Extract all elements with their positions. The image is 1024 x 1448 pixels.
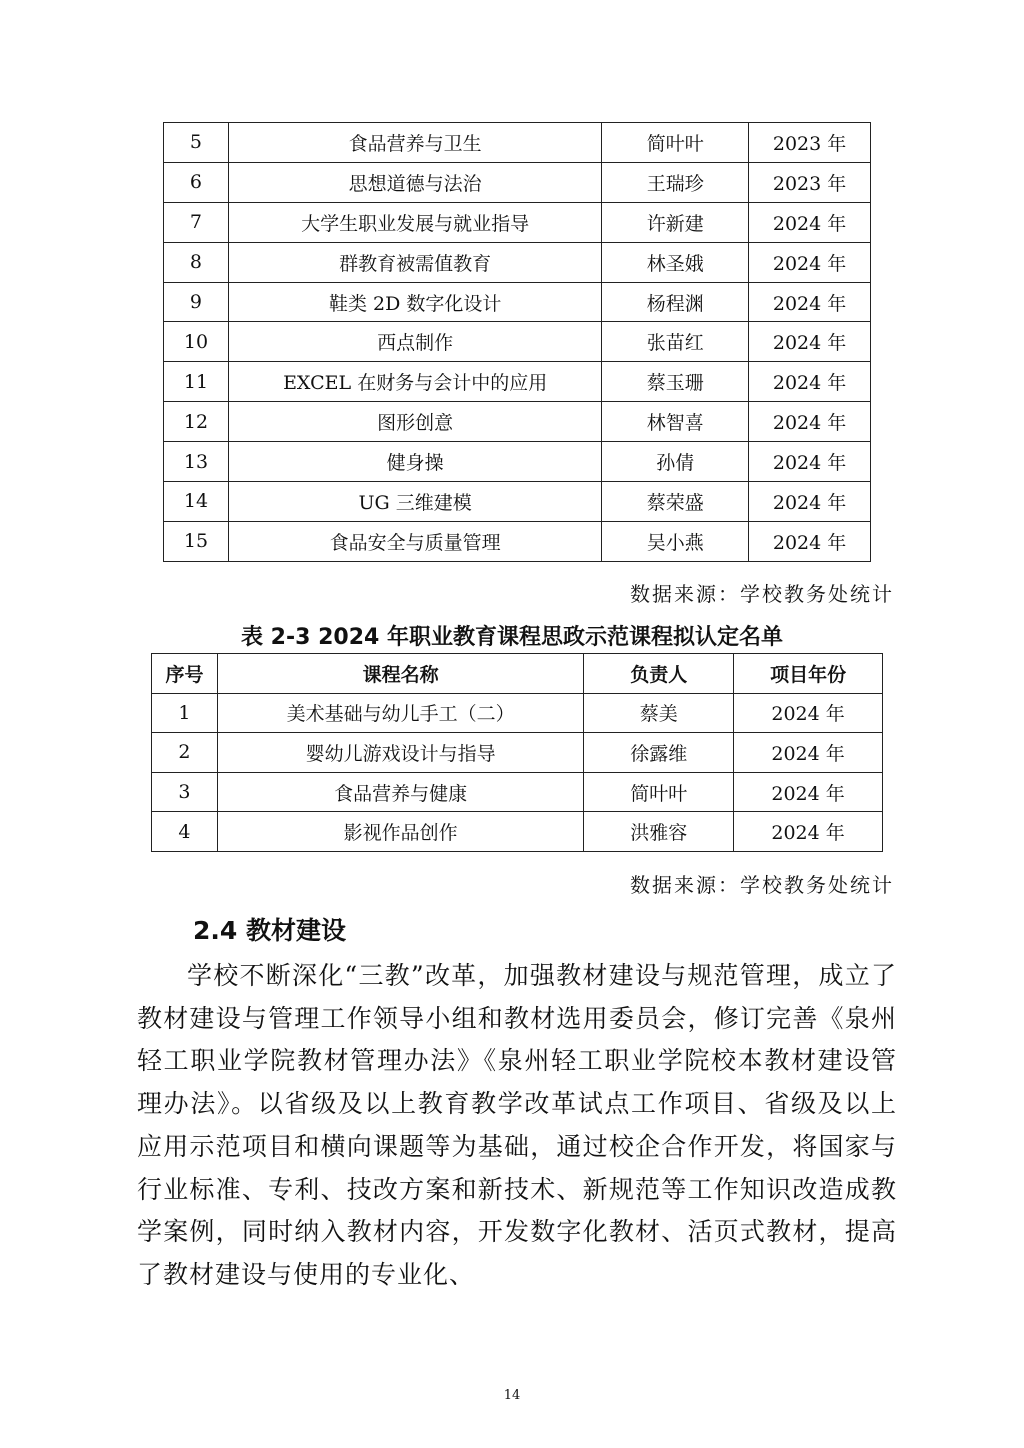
cell-person: 王瑞珍 [602, 162, 749, 202]
cell-no: 2 [152, 733, 218, 773]
header-person: 负责人 [584, 654, 734, 694]
table-row [152, 772, 883, 812]
cell-course-name: 图形创意 [228, 402, 601, 442]
page-number: 14 [503, 1388, 521, 1403]
cell-person: 简叶叶 [584, 772, 734, 812]
cell-course-name: 影视作品创作 [217, 812, 583, 852]
cell-course-name: UG 三维建模 [228, 482, 601, 522]
cell-course-name: 食品安全与质量管理 [228, 521, 601, 561]
header-year: 项目年份 [734, 654, 883, 694]
cell-person: 洪雅容 [584, 812, 734, 852]
cell-course-name: EXCEL 在财务与会计中的应用 [228, 362, 601, 402]
course-table-continued [163, 122, 871, 562]
cell-year: 2024 年 [749, 442, 871, 482]
cell-year: 2024 年 [749, 362, 871, 402]
cell-course-name: 鞋类 2D 数字化设计 [228, 282, 601, 322]
cell-person: 吴小燕 [602, 521, 749, 561]
cell-course-name: 婴幼儿游戏设计与指导 [217, 733, 583, 773]
cell-no: 7 [164, 202, 229, 242]
cell-year: 2024 年 [749, 402, 871, 442]
cell-person: 杨程渊 [602, 282, 749, 322]
table-row [164, 521, 871, 561]
table2-source-note: 数据来源：学校教务处统计 [630, 873, 894, 897]
cell-year: 2024 年 [734, 812, 883, 852]
cell-year: 2024 年 [749, 322, 871, 362]
table-row [152, 733, 883, 773]
table-row [164, 482, 871, 522]
section-heading: 2.4 教材建设 [193, 916, 346, 945]
cell-course-name: 群教育被需值教育 [228, 242, 601, 282]
table-row [164, 402, 871, 442]
cell-person: 林智喜 [602, 402, 749, 442]
cell-no: 8 [164, 242, 229, 282]
cell-person: 许新建 [602, 202, 749, 242]
cell-course-name: 美术基础与幼儿手工（二） [217, 693, 583, 733]
header-course-name: 课程名称 [217, 654, 583, 694]
table-row [164, 362, 871, 402]
table1-source-note: 数据来源：学校教务处统计 [630, 582, 894, 606]
cell-no: 6 [164, 162, 229, 202]
cell-no: 14 [164, 482, 229, 522]
cell-person: 徐露维 [584, 733, 734, 773]
header-no: 序号 [152, 654, 218, 694]
table-row [152, 812, 883, 852]
cell-year: 2024 年 [734, 772, 883, 812]
paragraph-text: 学校不断深化“三教”改革，加强教材建设与规范管理，成立了教材建设与管理工作领导小组和教材选用委员会，修订完善《泉州轻工职业学院教材管理办法》《泉州轻工职业学院校本教材建设管理办法》。以省级及以上教育教学改革试点工作项目、省级及以上应用示范项目和横向课题等为基础，通过校企合作开发，将国家与行业标准、专利、技改方案和新技术、新规范等工作知识改造成教学案例，同时纳入教材内容，开发数字化教材、活页式教材，提高了教材建设与使用的专业化、 [137, 961, 897, 1289]
table-header-row [152, 654, 883, 694]
cell-person: 蔡美 [584, 693, 734, 733]
cell-year: 2024 年 [734, 693, 883, 733]
cell-course-name: 食品营养与健康 [217, 772, 583, 812]
cell-no: 5 [164, 123, 229, 163]
table-row [164, 123, 871, 163]
cell-no: 13 [164, 442, 229, 482]
cell-person: 张苗红 [602, 322, 749, 362]
cell-year: 2023 年 [749, 123, 871, 163]
cell-course-name: 食品营养与卫生 [228, 123, 601, 163]
cell-person: 孙倩 [602, 442, 749, 482]
cell-year: 2024 年 [749, 482, 871, 522]
cell-person: 蔡玉珊 [602, 362, 749, 402]
ideological-course-table [151, 653, 883, 852]
cell-course-name: 思想道德与法治 [228, 162, 601, 202]
cell-no: 4 [152, 812, 218, 852]
cell-no: 15 [164, 521, 229, 561]
table-row [164, 282, 871, 322]
table-row [164, 322, 871, 362]
cell-course-name: 西点制作 [228, 322, 601, 362]
cell-year: 2024 年 [749, 521, 871, 561]
table2-caption: 表 2-3 2024 年职业教育课程思政示范课程拟认定名单 [241, 625, 783, 650]
body-paragraph [137, 955, 897, 1297]
cell-course-name: 大学生职业发展与就业指导 [228, 202, 601, 242]
cell-no: 3 [152, 772, 218, 812]
cell-year: 2023 年 [749, 162, 871, 202]
cell-person: 简叶叶 [602, 123, 749, 163]
table-row [164, 202, 871, 242]
table-row [164, 242, 871, 282]
cell-year: 2024 年 [749, 202, 871, 242]
cell-year: 2024 年 [734, 733, 883, 773]
cell-year: 2024 年 [749, 282, 871, 322]
cell-year: 2024 年 [749, 242, 871, 282]
cell-no: 1 [152, 693, 218, 733]
cell-no: 10 [164, 322, 229, 362]
table-row [164, 442, 871, 482]
cell-person: 林圣娥 [602, 242, 749, 282]
cell-course-name: 健身操 [228, 442, 601, 482]
cell-no: 11 [164, 362, 229, 402]
cell-no: 12 [164, 402, 229, 442]
cell-no: 9 [164, 282, 229, 322]
table-row [152, 693, 883, 733]
table-row [164, 162, 871, 202]
cell-person: 蔡荣盛 [602, 482, 749, 522]
